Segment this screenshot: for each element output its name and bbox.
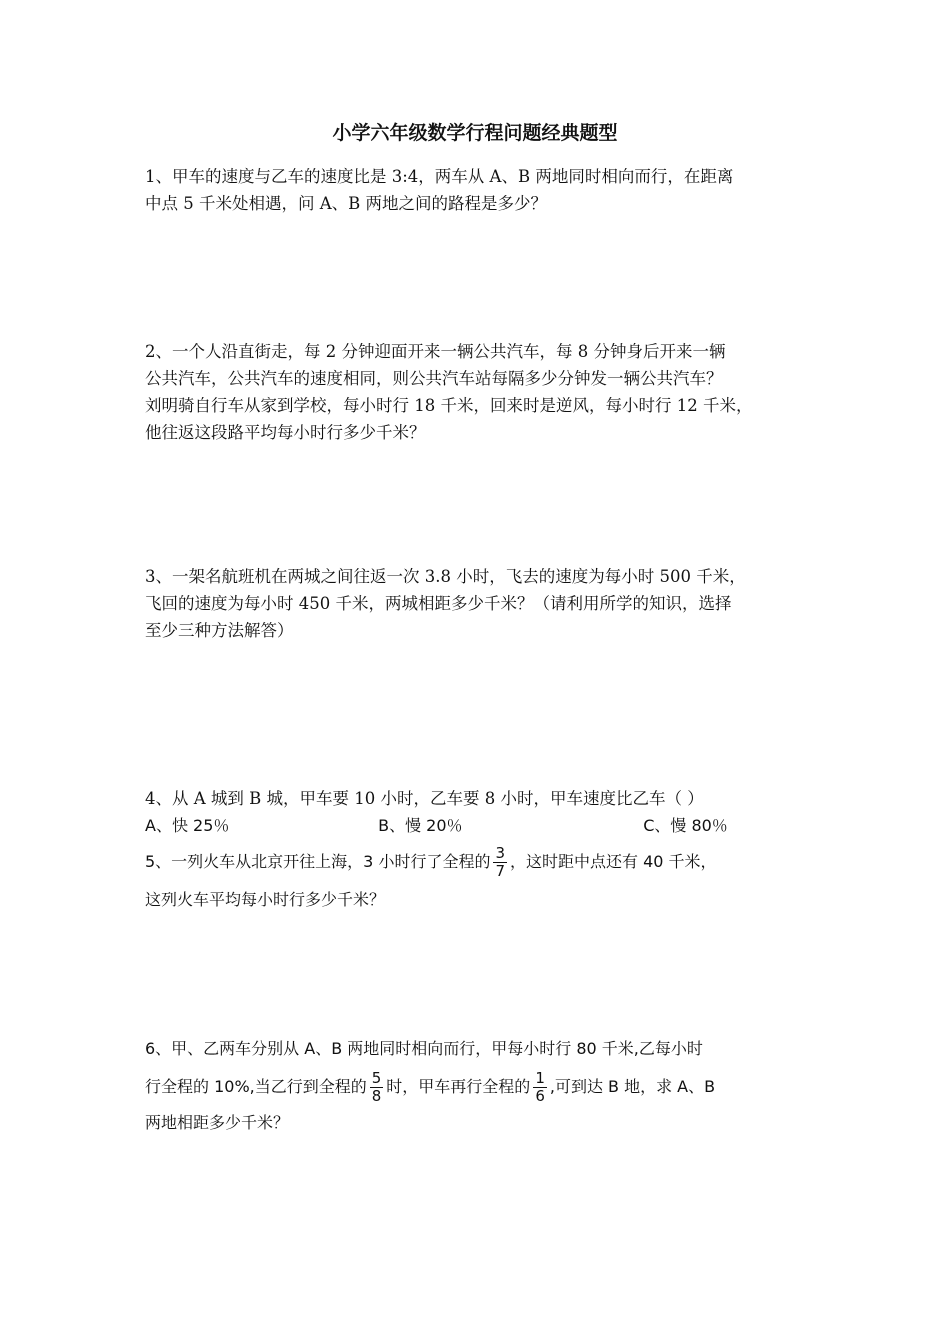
question-5-line bbox=[145, 842, 810, 882]
question-3 bbox=[145, 563, 810, 644]
question-6-line bbox=[145, 1065, 810, 1109]
question-1-line: 1、甲车的速度与乙车的速度比是 3:4，两车从 A、B 两地同时相向而行，在距离 bbox=[145, 167, 734, 186]
option-b: B、慢 20％ bbox=[378, 816, 463, 835]
question-2-line: 他往返这段路平均每小时行多少千米？ bbox=[145, 423, 426, 442]
question-6-text: ,可到达 B 地，求 A、B bbox=[549, 1077, 716, 1096]
fraction-numerator: 1 bbox=[535, 1069, 545, 1087]
fraction bbox=[533, 1070, 547, 1105]
question-2-line: 2、一个人沿直街走，每 2 分钟迎面开来一辆公共汽车，每 8 分钟身后开来一辆 bbox=[145, 342, 726, 361]
option-c: C、慢 80％ bbox=[643, 816, 728, 835]
question-3-line: 飞回的速度为每小时 450 千米，两城相距多少千米？（请利用所学的知识，选择 bbox=[145, 594, 732, 613]
question-1 bbox=[145, 163, 810, 217]
question-4-stem-line bbox=[145, 785, 810, 812]
fraction-numerator: 3 bbox=[495, 844, 505, 862]
fraction-denominator: 8 bbox=[371, 1087, 382, 1105]
option-a: A、快 25％ bbox=[145, 816, 230, 835]
question-5-text: ，这时距中点还有 40 千米， bbox=[510, 852, 717, 871]
question-6-text: 时，甲车再行全程的 bbox=[386, 1077, 531, 1096]
question-4-options bbox=[145, 812, 810, 839]
question-6-line: 6、甲、乙两车分别从 A、B 两地同时相向而行，甲每小时行 80 千米,乙每小时 bbox=[145, 1039, 703, 1058]
question-3-line: 3、一架名航班机在两城之间往返一次 3.8 小时，飞去的速度为每小时 500 千米， bbox=[145, 567, 746, 586]
question-4-stem: 4、从 A 城到 B 城，甲车要 10 小时，乙车要 8 小时，甲车速度比乙车（ bbox=[145, 789, 682, 808]
fraction-denominator: 6 bbox=[535, 1087, 545, 1105]
question-3-line: 至少三种方法解答） bbox=[145, 621, 294, 640]
question-2-line: 公共汽车，公共汽车的速度相同，则公共汽车站每隔多少分钟发一辆公共汽车？ bbox=[145, 369, 723, 388]
fraction bbox=[370, 1070, 384, 1105]
fraction bbox=[493, 845, 507, 880]
question-5 bbox=[145, 842, 810, 916]
page-title: 小学六年级数学行程问题经典题型 bbox=[332, 122, 618, 144]
question-6-line: 两地相距多少千米？ bbox=[145, 1113, 290, 1132]
question-4-blank-close: ） bbox=[687, 789, 704, 808]
question-5-line: 这列火车平均每小时行多少千米？ bbox=[145, 890, 386, 909]
question-5-text: 5、一列火车从北京开往上海，3 小时行了全程的 bbox=[145, 852, 491, 871]
question-6 bbox=[145, 1035, 810, 1137]
question-2 bbox=[145, 338, 810, 446]
fraction-denominator: 7 bbox=[495, 862, 505, 880]
question-4 bbox=[145, 785, 810, 839]
question-1-line: 中点 5 千米处相遇，问 A、B 两地之间的路程是多少？ bbox=[145, 194, 548, 213]
fraction-numerator: 5 bbox=[371, 1069, 382, 1087]
question-6-text: 行全程的 10%,当乙行到全程的 bbox=[145, 1077, 367, 1096]
question-2-line: 刘明骑自行车从家到学校，每小时行 18 千米，回来时是逆风，每小时行 12 千米， bbox=[145, 396, 753, 415]
